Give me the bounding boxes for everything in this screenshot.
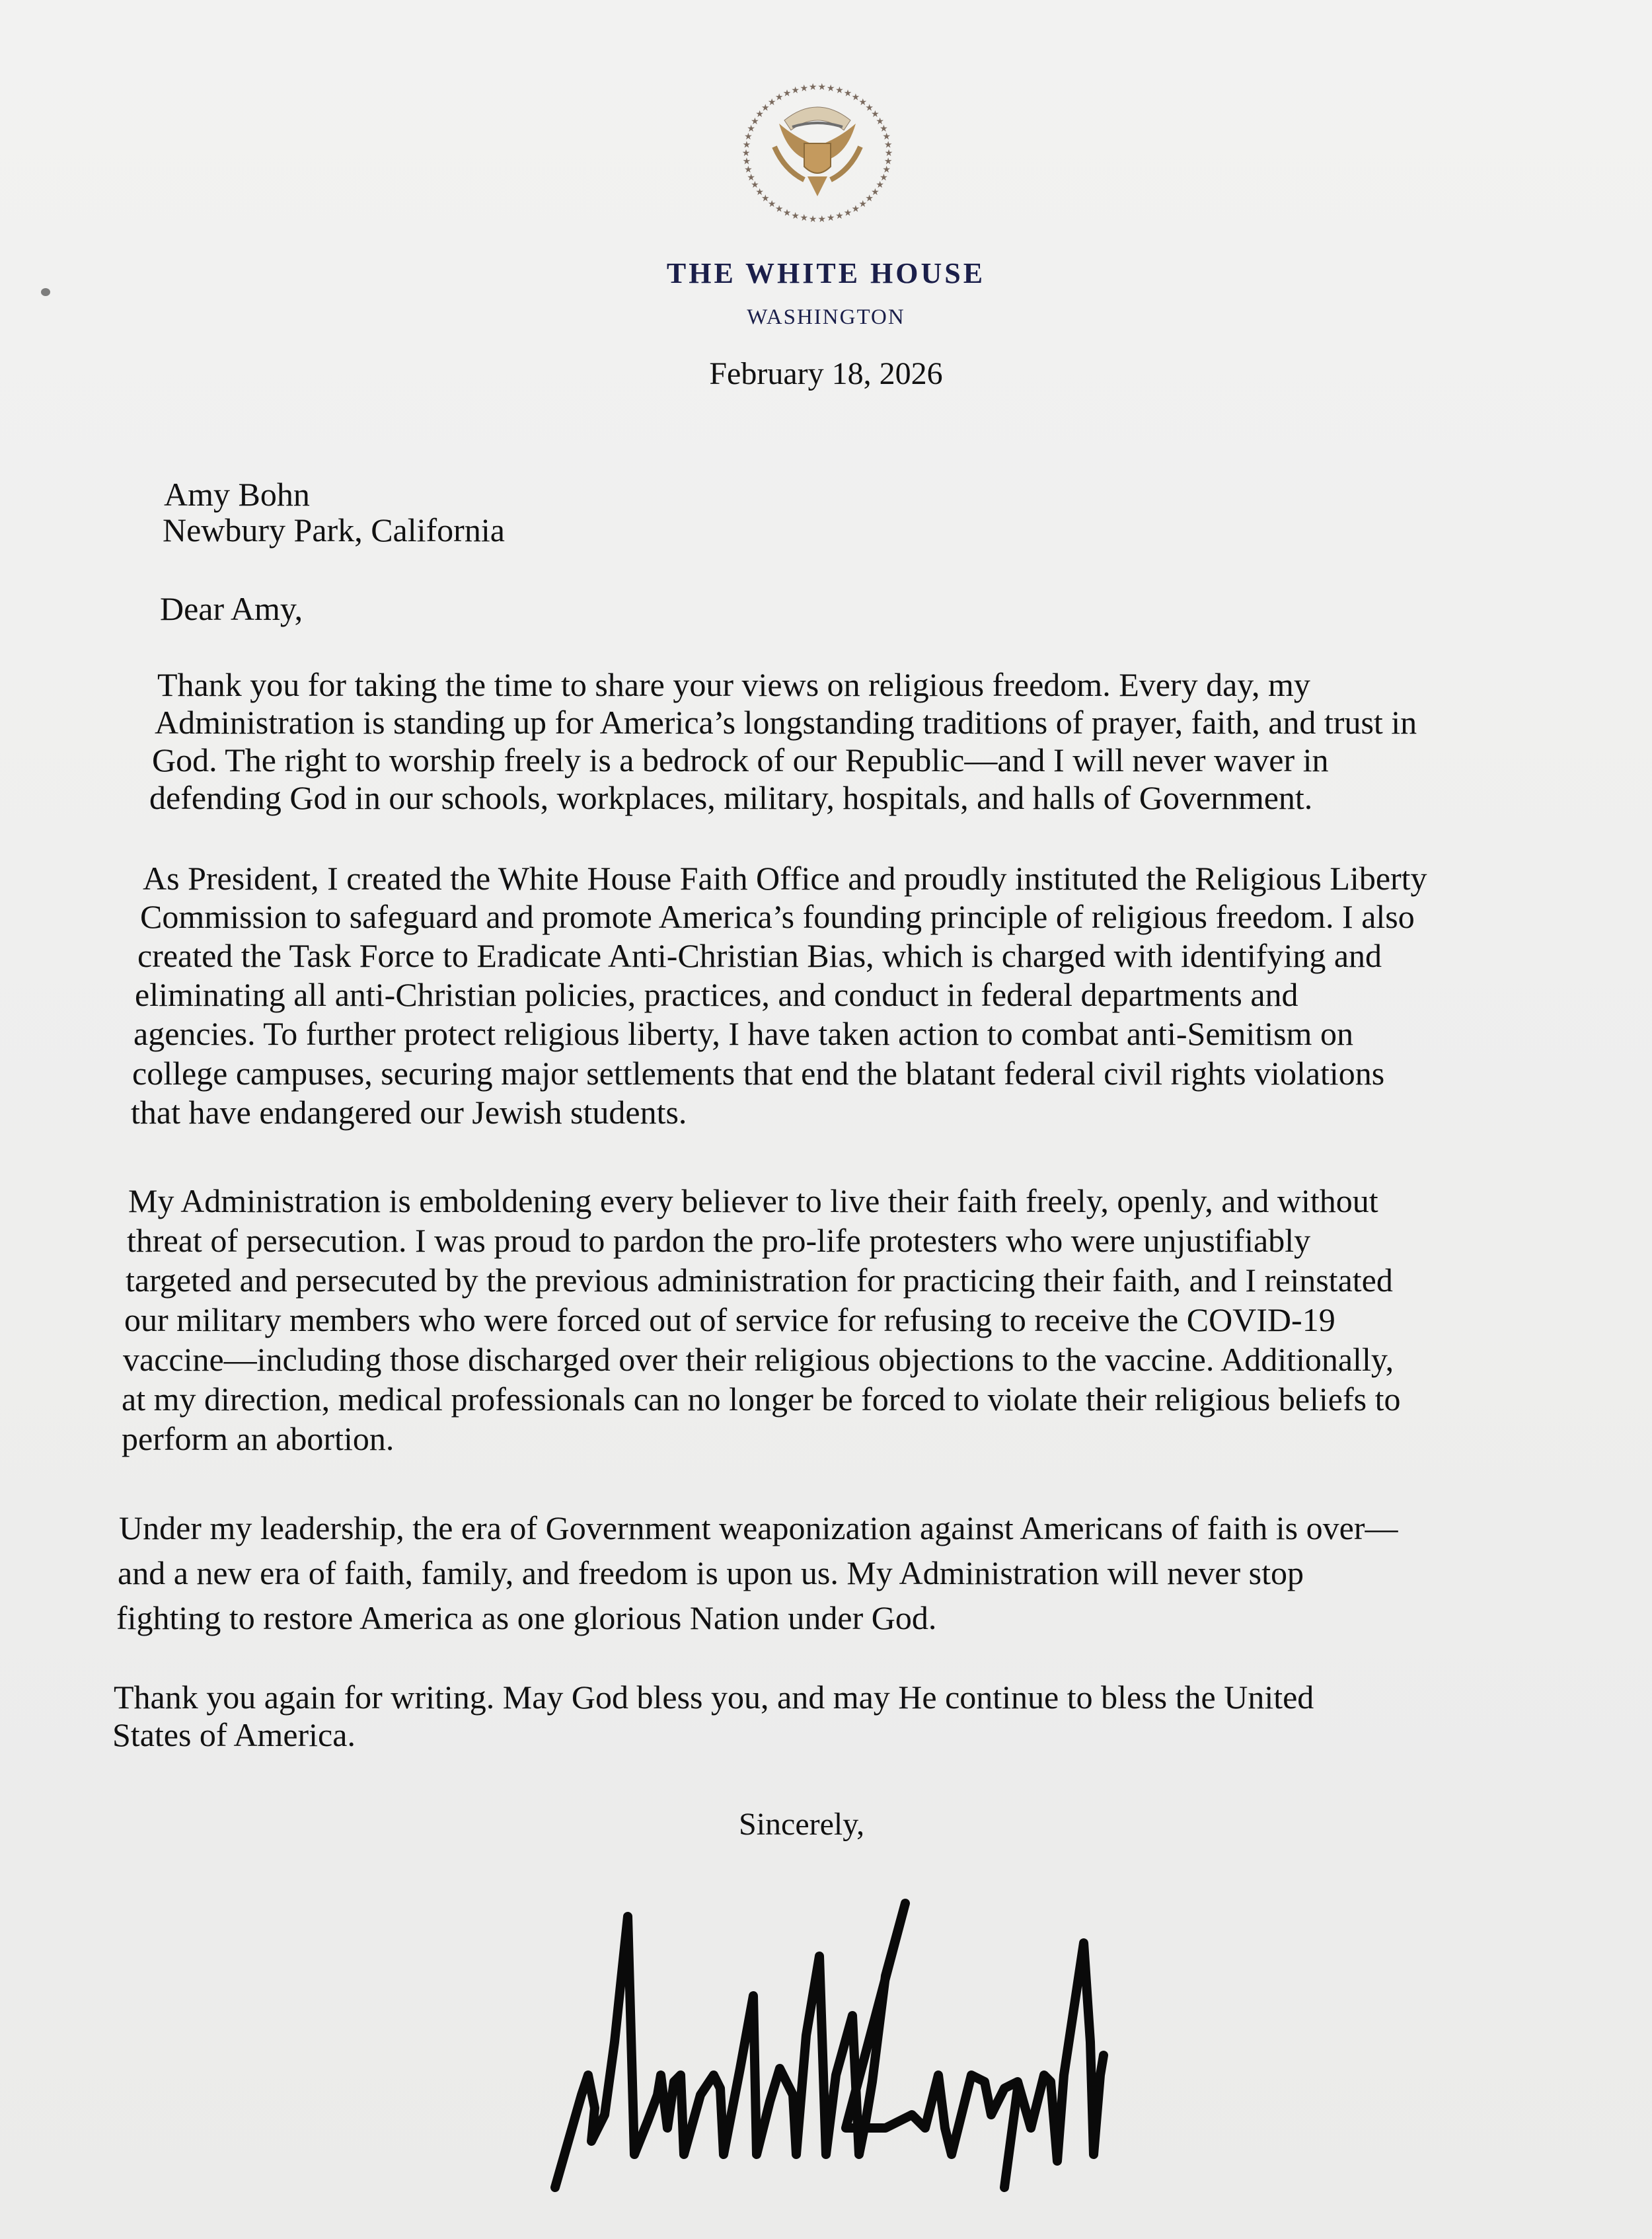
paragraph-line: targeted and persecuted by the previous administration for practicing their faith, and I reinstated xyxy=(126,1262,1393,1299)
svg-text:★: ★ xyxy=(858,97,868,108)
paragraph-line: at my direction, medical professionals can no longer be forced to violate their religious beliefs to xyxy=(122,1381,1401,1418)
paragraph-line: created the Task Force to Eradicate Anti-Christian Bias, which is charged with identifying and xyxy=(137,937,1382,974)
paragraph-line: our military members who were forced out of service for refusing to receive the COVID-19 xyxy=(124,1301,1335,1338)
letter-date: February 18, 2026 xyxy=(709,356,943,391)
svg-text:★: ★ xyxy=(761,194,770,204)
paragraph-line: fighting to restore America as one glorious Nation under God. xyxy=(116,1599,937,1636)
svg-text:★: ★ xyxy=(755,110,764,120)
paragraph-line: threat of persecution. I was proud to pardon the pro-life protesters who were unjustifiably xyxy=(127,1222,1311,1259)
svg-text:★: ★ xyxy=(826,83,835,94)
presidential-seal-icon xyxy=(738,81,897,225)
paragraph-line: Commission to safeguard and promote America’s founding principle of religious freedom. I also xyxy=(140,898,1415,935)
svg-text:★: ★ xyxy=(742,140,751,151)
svg-text:★: ★ xyxy=(880,124,888,135)
svg-text:★: ★ xyxy=(858,200,868,210)
svg-text:★: ★ xyxy=(817,214,827,225)
svg-text:★: ★ xyxy=(800,83,809,94)
svg-text:★: ★ xyxy=(774,204,784,215)
svg-text:★: ★ xyxy=(843,89,852,99)
svg-text:★: ★ xyxy=(755,187,764,198)
svg-text:★: ★ xyxy=(871,187,880,198)
svg-text:★: ★ xyxy=(835,85,844,96)
svg-text:★: ★ xyxy=(800,213,809,224)
svg-text:★: ★ xyxy=(883,140,893,151)
svg-text:★: ★ xyxy=(835,211,844,222)
svg-text:★: ★ xyxy=(761,103,770,114)
paragraph-line: that have endangered our Jewish students. xyxy=(131,1094,687,1131)
paragraph-line: Thank you for taking the time to share your views on religious freedom. Every day, my xyxy=(157,666,1310,703)
svg-text:★: ★ xyxy=(808,83,817,93)
svg-text:★: ★ xyxy=(751,116,759,127)
svg-text:★: ★ xyxy=(808,214,817,225)
svg-text:★: ★ xyxy=(871,110,880,120)
svg-text:★: ★ xyxy=(826,213,835,224)
svg-text:★: ★ xyxy=(741,149,751,159)
svg-text:★: ★ xyxy=(747,124,755,135)
svg-text:★: ★ xyxy=(865,194,874,204)
paragraph-line: defending God in our schools, workplaces, military, hospitals, and halls of Government. xyxy=(149,779,1313,816)
svg-text:★: ★ xyxy=(876,116,884,127)
paragraph-line: agencies. To further protect religious liberty, I have taken action to combat anti-Semitism on xyxy=(133,1015,1353,1052)
paragraph-line: Under my leadership, the era of Government weaponization against Americans of faith is over— xyxy=(119,1509,1398,1546)
svg-text:★: ★ xyxy=(876,180,884,191)
svg-text:★: ★ xyxy=(865,103,874,114)
svg-text:★: ★ xyxy=(742,157,751,167)
svg-text:★: ★ xyxy=(767,200,776,210)
paragraph-line: States of America. xyxy=(112,1716,356,1753)
svg-text:★: ★ xyxy=(791,85,800,96)
svg-text:★: ★ xyxy=(851,93,860,103)
recipient-name: Amy Bohn xyxy=(164,476,310,513)
paragraph-line: My Administration is emboldening every believer to live their faith freely, openly, and without xyxy=(128,1182,1378,1219)
closing: Sincerely, xyxy=(739,1807,865,1842)
svg-text:★: ★ xyxy=(882,132,891,143)
letterhead-title: THE WHITE HOUSE xyxy=(666,257,986,289)
svg-text:★: ★ xyxy=(747,172,755,183)
svg-text:★: ★ xyxy=(843,208,852,219)
svg-text:★: ★ xyxy=(782,208,792,219)
paragraph-line: As President, I created the White House Faith Office and proudly instituted the Religious Liberty xyxy=(143,860,1427,897)
paragraph-line: college campuses, securing major settlements that end the blatant federal civil rights violations xyxy=(132,1055,1385,1092)
svg-text:★: ★ xyxy=(791,211,800,222)
svg-text:★: ★ xyxy=(884,149,893,159)
letterhead-subtitle: WASHINGTON xyxy=(747,305,905,329)
salutation: Dear Amy, xyxy=(160,590,303,627)
paragraph-line: God. The right to worship freely is a bedrock of our Republic—and I will never waver in xyxy=(152,741,1329,778)
svg-text:★: ★ xyxy=(817,83,827,93)
paragraph-line: and a new era of faith, family, and freedom is upon us. My Administration will never stop xyxy=(118,1554,1304,1591)
svg-text:★: ★ xyxy=(744,165,753,175)
paragraph-line: perform an abortion. xyxy=(122,1420,394,1457)
svg-text:★: ★ xyxy=(880,172,888,183)
recipient-location: Newbury Park, California xyxy=(163,512,505,549)
svg-text:★: ★ xyxy=(883,157,893,167)
svg-text:★: ★ xyxy=(767,97,776,108)
svg-text:★: ★ xyxy=(744,132,753,143)
paragraph-line: Thank you again for writing. May God bless you, and may He continue to bless the United xyxy=(114,1679,1314,1716)
handwritten-signature-icon xyxy=(542,1877,1110,2220)
paragraph-line: Administration is standing up for America’s longstanding traditions of prayer, faith, and trust in xyxy=(155,704,1417,741)
svg-text:★: ★ xyxy=(851,204,860,215)
svg-text:★: ★ xyxy=(774,93,784,103)
svg-text:★: ★ xyxy=(751,180,759,191)
svg-text:★: ★ xyxy=(882,165,891,175)
svg-text:★: ★ xyxy=(782,89,792,99)
paragraph-line: eliminating all anti-Christian policies, practices, and conduct in federal departments and xyxy=(135,976,1298,1013)
paragraph-line: vaccine—including those discharged over their religious objections to the vaccine. Additionally, xyxy=(123,1341,1394,1378)
